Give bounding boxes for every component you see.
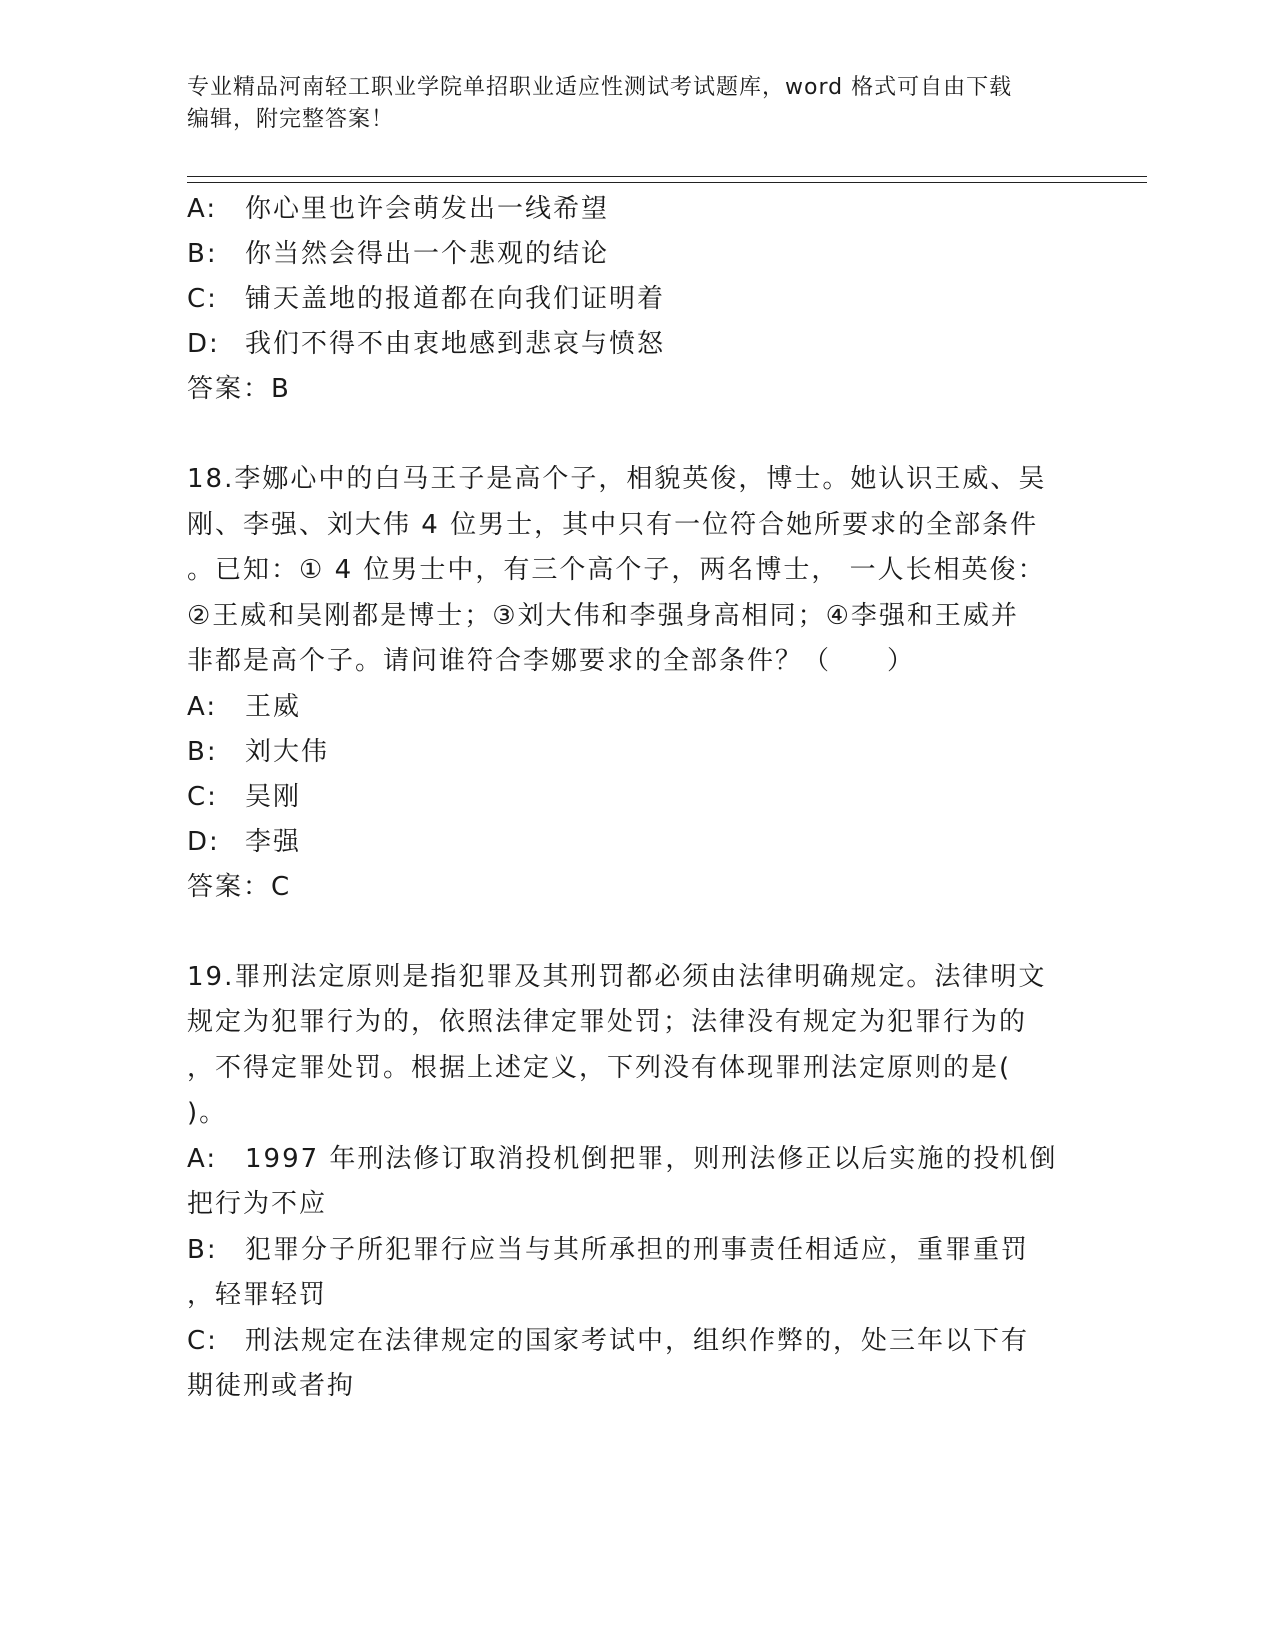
option-d: D: 李强	[187, 826, 302, 857]
option-c-continued: 期徒刑或者拘	[187, 1371, 356, 1401]
option-c: C: 吴刚	[187, 781, 302, 812]
document-body	[187, 187, 1067, 1410]
option-a: A: 1997 年刑法修订取消投机倒把罪，则刑法修正以后实施的投机倒	[187, 1143, 1058, 1174]
document-header	[187, 72, 1067, 136]
option-c: C: 铺天盖地的报道都在向我们证明着	[187, 284, 666, 314]
question-19-options	[187, 1137, 1067, 1410]
answer-17: 答案：B	[187, 374, 291, 404]
header-divider-thin	[187, 182, 1147, 183]
option-b: B: 你当然会得出一个悲观的结论	[187, 239, 610, 269]
option-b-continued: ，轻罪轻罚	[187, 1280, 328, 1310]
header-line-2: 编辑，附完整答案！	[187, 107, 395, 132]
header-line-1: 专业精品河南轻工职业学院单招职业适应性测试考试题库，word 格式可自由下载	[187, 75, 1013, 100]
option-a-continued: 把行为不应	[187, 1189, 328, 1219]
question-18-options	[187, 685, 1067, 865]
option-a: A: 你心里也许会萌发出一线希望	[187, 194, 610, 224]
option-c: C: 刑法规定在法律规定的国家考试中，组织作弊的，处三年以下有	[187, 1325, 1030, 1356]
option-d: D: 我们不得不由衷地感到悲哀与愤怒	[187, 329, 666, 359]
question-17-options	[187, 187, 1067, 367]
header-divider	[187, 176, 1147, 177]
question-18-stem: 18.李娜心中的白马王子是高个子，相貌英俊，博士。她认识王威、吴 刚、李强、刘大伟 4 位男士，其中只有一位符合她所要求的全部条件 。已知：① 4 位男士中，有三个高个子，两名博士， 一人长相英俊： ②王威和吴刚都是博士；③刘大伟和李强身高相同；④李强和王威并 非都是高个子。请问谁符合李娜要求的全部条件？（ ）	[187, 464, 1047, 676]
option-a: A: 王威	[187, 691, 302, 722]
option-b: B: 犯罪分子所犯罪行应当与其所承担的刑事责任相适应，重罪重罚	[187, 1234, 1030, 1265]
question-19-stem: 19.罪刑法定原则是指犯罪及其刑罚都必须由法律明确规定。法律明文 规定为犯罪行为的，依照法律定罪处罚；法律没有规定为犯罪行为的 ，不得定罪处罚。根据上述定义，下列没有体现罪刑法定原则的是( )。	[187, 961, 1047, 1128]
answer-18: 答案：C	[187, 871, 292, 902]
option-b: B: 刘大伟	[187, 736, 330, 767]
